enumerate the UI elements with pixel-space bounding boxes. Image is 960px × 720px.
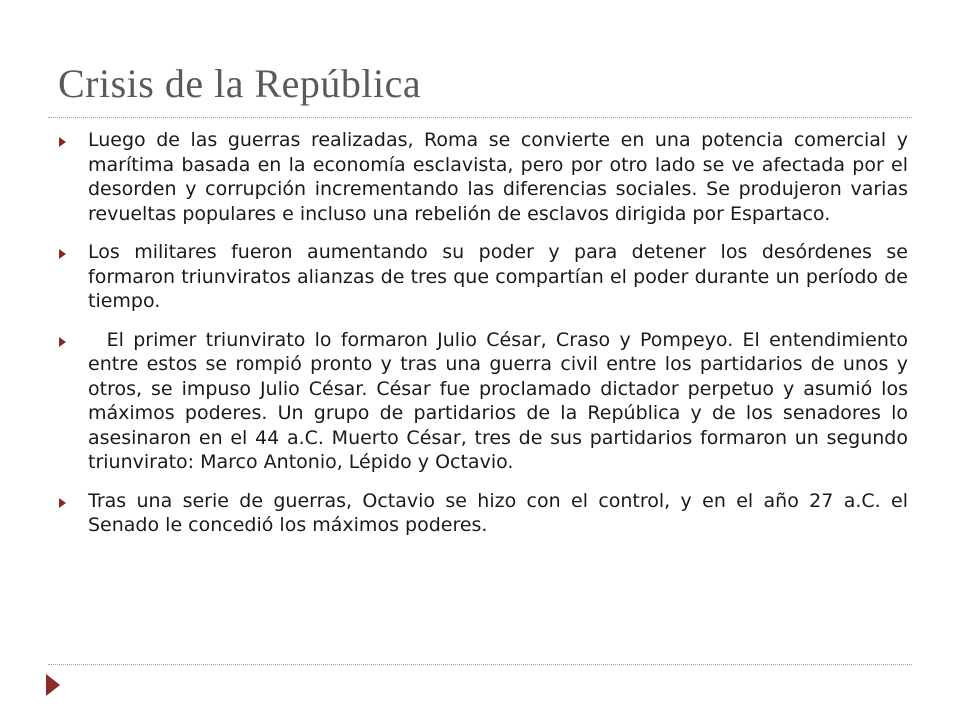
bullet-item [56,328,915,475]
bullet-text: El primer triunvirato lo formaron Julio César, Craso y Pompeyo. El entendimiento entre estos se rompió pronto y tras una guerra civil entre los partidarios de unos y otros, se impuso Julio César. César fue proclamado dictador perpetuo y asumió los máximos poderes. Un grupo de partidarios de la República y de los senadores lo asesinaron en el 44 a.C. Muerto César, tres de sus partidarios formaron un segundo triunvirato: Marco Antonio, Lépido y Octavio. [88,328,915,473]
next-slide-arrow-icon[interactable] [46,674,60,696]
bullet-text: Tras una serie de guerras, Octavio se hizo con el control, y en el año 27 a.C. el Senado le concedió los máximos poderes. [88,489,908,536]
bullet-item [56,128,908,226]
bullet-text: Luego de las guerras realizadas, Roma se convierte en una potencia comercial y marítima basada en la economía esclavista, pero por otro lado se ve afectada por el desorden y corrupción incrementando las diferencias sociales. Se produjeron varias revueltas populares e incluso una rebelión de esclavos dirigida por Espartaco. [88,129,908,225]
bullet-list [56,128,915,552]
title-divider [48,117,912,118]
footer-divider [48,664,912,665]
bullet-arrow-icon [59,249,66,259]
bullet-arrow-icon [59,337,66,347]
bullet-item [56,240,908,314]
bullet-arrow-icon [59,498,66,508]
slide-title: Crisis de la República [58,61,422,106]
bullet-arrow-icon [59,137,66,147]
bullet-text: Los militares fueron aumentando su poder y para detener los desórdenes se formaron triunviratos alianzas de tres que compartían el poder durante un período de tiempo. [88,241,908,312]
bullet-item [56,489,908,538]
